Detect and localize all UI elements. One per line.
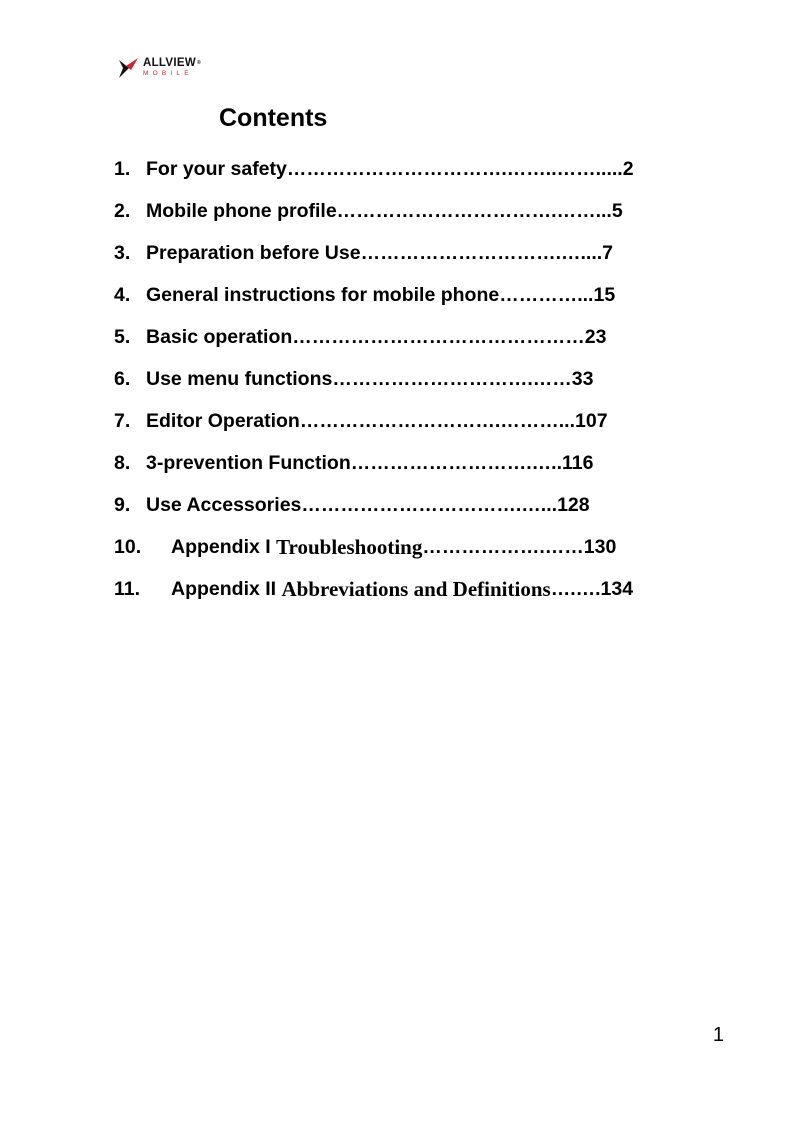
toc-leader: ……………………….….. bbox=[350, 451, 563, 474]
toc-page: 128 bbox=[557, 493, 590, 516]
toc-label: General instructions for mobile phone bbox=[146, 283, 500, 306]
toc-number: 1. bbox=[114, 157, 131, 180]
toc-entry-9[interactable] bbox=[114, 484, 634, 526]
toc-number: 9. bbox=[114, 493, 131, 516]
toc-page: 5 bbox=[611, 199, 623, 222]
toc-leader: ……………….…… bbox=[422, 535, 584, 558]
toc-label: Basic operation bbox=[146, 325, 293, 348]
toc-entry-2[interactable] bbox=[114, 190, 634, 232]
toc-label: For your safety bbox=[146, 157, 287, 180]
toc-entry-4[interactable] bbox=[114, 274, 634, 316]
toc-label-prefix: Appendix II bbox=[171, 577, 277, 600]
toc-number: 4. bbox=[114, 283, 131, 306]
toc-entry-6[interactable] bbox=[114, 358, 634, 400]
toc-label: Abbreviations and Definitions bbox=[281, 576, 551, 601]
toc-number: 2. bbox=[114, 199, 131, 222]
page-title: Contents bbox=[219, 104, 328, 132]
toc-label: Editor Operation bbox=[146, 409, 300, 432]
toc-entry-5[interactable] bbox=[114, 316, 634, 358]
toc-leader: …………………………….……..……..... bbox=[286, 157, 623, 180]
toc-label: Troubleshooting bbox=[276, 534, 423, 559]
toc-number: 8. bbox=[114, 451, 131, 474]
toc-label: Use menu functions bbox=[146, 367, 333, 390]
toc-entry-1[interactable] bbox=[114, 148, 634, 190]
toc-label: Use Accessories bbox=[146, 493, 302, 516]
page-number: 1 bbox=[712, 1024, 724, 1046]
toc-page: 15 bbox=[593, 283, 616, 306]
toc-number: 5. bbox=[114, 325, 131, 348]
toc-page: 33 bbox=[571, 367, 594, 390]
allview-logo-icon bbox=[117, 56, 139, 80]
toc-leader: …………………………….…... bbox=[301, 493, 558, 516]
toc-leader: …………... bbox=[499, 283, 594, 306]
table-of-contents bbox=[114, 148, 634, 610]
toc-entry-11[interactable] bbox=[114, 568, 634, 610]
toc-number: 10. bbox=[114, 535, 142, 558]
toc-number: 6. bbox=[114, 367, 131, 390]
toc-page: 23 bbox=[584, 325, 607, 348]
toc-entry-8[interactable] bbox=[114, 442, 634, 484]
toc-leader: ……………………………………… bbox=[292, 325, 585, 348]
toc-leader: ………………………….….... bbox=[360, 241, 603, 264]
logo-subtitle: MOBILE bbox=[143, 70, 193, 77]
toc-leader: ….…. bbox=[550, 577, 601, 600]
toc-number: 3. bbox=[114, 241, 131, 264]
toc-page: 130 bbox=[583, 535, 617, 558]
toc-page: 2 bbox=[622, 157, 634, 180]
toc-leader: ………………………….………... bbox=[299, 409, 576, 432]
toc-number: 7. bbox=[114, 409, 131, 432]
toc-page: 134 bbox=[600, 577, 634, 600]
toc-label: Preparation before Use bbox=[146, 241, 361, 264]
toc-label: 3-prevention Function bbox=[146, 451, 351, 474]
toc-leader: …………………………….……... bbox=[336, 199, 612, 222]
toc-label: Mobile phone profile bbox=[146, 199, 337, 222]
allview-logo bbox=[117, 56, 201, 82]
logo-wordmark: ALLVIEW® bbox=[143, 57, 201, 69]
toc-page: 116 bbox=[562, 451, 594, 474]
toc-leader: ………………………….…… bbox=[332, 367, 572, 390]
toc-entry-7[interactable] bbox=[114, 400, 634, 442]
toc-entry-3[interactable] bbox=[114, 232, 634, 274]
toc-page: 7 bbox=[602, 241, 614, 264]
toc-entry-10[interactable] bbox=[114, 526, 634, 568]
toc-label-prefix: Appendix I bbox=[171, 535, 271, 558]
toc-number: 11. bbox=[114, 577, 141, 600]
toc-page: 107 bbox=[575, 409, 608, 432]
